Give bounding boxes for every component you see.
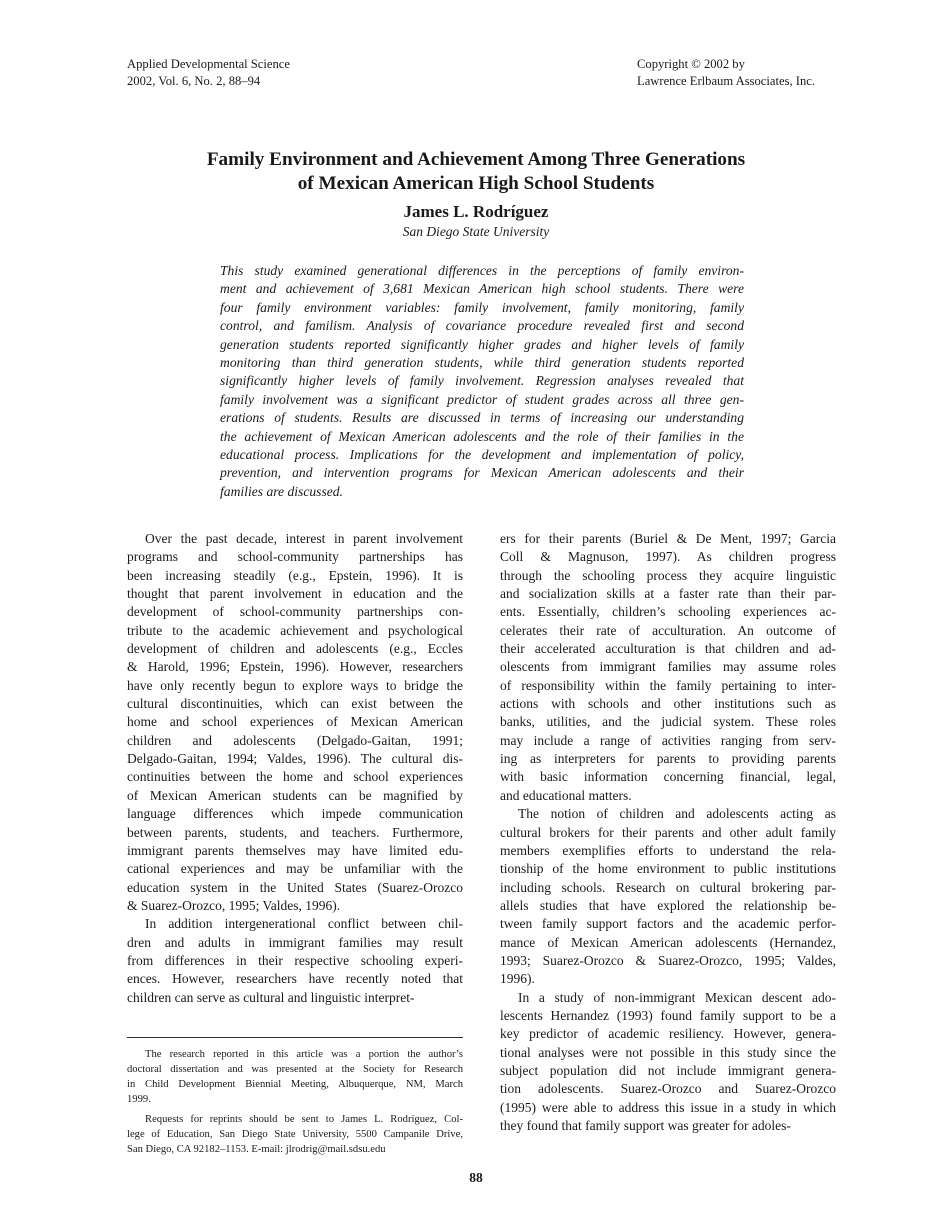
body-line: development of school-community partnerships con- — [127, 604, 463, 620]
body-line: have only recently begun to explore ways to bridge the — [127, 677, 463, 693]
body-column-left — [127, 530, 463, 1007]
body-line: home and school experiences of Mexican American — [127, 714, 463, 730]
title-line: of Mexican American High School Students — [297, 173, 655, 194]
abstract-line: educational process. Implications for the development and implementation of policy, — [220, 447, 744, 463]
body-line: dren and adults in immigrant families may result — [127, 934, 463, 950]
body-line: and educational matters. — [500, 787, 632, 803]
body-column-right — [500, 530, 836, 1135]
body-line: tional analyses were not possible in this study since the — [500, 1044, 836, 1060]
footnote-rule — [127, 1037, 463, 1038]
body-line: including schools. Research on cultural brokering par- — [500, 879, 836, 895]
body-line: may include a range of activities ranging from serv- — [500, 732, 836, 748]
body-line: members exemplifies efforts to understand the rela- — [500, 842, 836, 858]
body-line: children can serve as cultural and linguistic interpret- — [127, 989, 415, 1005]
body-line: & Harold, 1996; Epstein, 1996). However, researchers — [127, 659, 463, 675]
body-line: immigrant parents themselves may have limited edu- — [127, 842, 463, 858]
abstract-line: the achievement of Mexican American adolescents and the role of their families in the — [220, 428, 744, 444]
abstract-line: monitoring than third generation students, while third generation students reported — [220, 355, 744, 371]
abstract-line: ment and achievement of 3,681 Mexican American high school students. There were — [220, 281, 744, 297]
abstract — [220, 262, 744, 501]
body-line: Delgado-Gaitan, 1994; Valdes, 1996). The cultural dis- — [127, 751, 463, 767]
article-title — [0, 148, 952, 196]
body-line: Over the past decade, interest in parent involvement — [145, 531, 463, 546]
body-line: of Mexican American students can be magnified by — [127, 787, 463, 803]
body-line: subject population did not include immigrant genera- — [500, 1062, 836, 1078]
body-line: of responsibility within the family pertaining to inter- — [500, 677, 836, 693]
body-line: between parents, students, and teachers. Furthermore, — [127, 824, 463, 840]
body-line: lescents Hernandez (1993) found family support to be a — [500, 1007, 836, 1023]
body-line: cultural brokers for their parents and other adult family — [500, 824, 836, 840]
body-line: tribute to the academic achievement and psychological — [127, 622, 463, 638]
body-line: 1996). — [500, 971, 535, 987]
body-line: olescents from immigrant families may assume roles — [500, 659, 836, 675]
body-line: through the schooling process they acquire linguistic — [500, 567, 836, 583]
body-line: mance of Mexican American adolescents (Hernandez, — [500, 934, 836, 950]
body-line: allels studies that have explored the relationship be- — [500, 897, 836, 913]
body-line: tion adolescents. Suarez-Orozco and Suarez-Orozco — [500, 1081, 836, 1097]
abstract-line: families are discussed. — [220, 483, 343, 499]
body-line: ing as interpreters for parents to providing parents — [500, 751, 836, 767]
running-header-left — [127, 56, 290, 90]
author-affiliation: San Diego State University — [402, 224, 550, 239]
body-line: education system in the United States (Suarez-Orozco — [127, 879, 463, 895]
abstract-line: four family environment variables: family involvement, family monitoring, family — [220, 299, 744, 315]
body-line: The notion of children and adolescents acting as — [518, 806, 836, 822]
body-line: (1995) were able to address this issue in a study in which — [500, 1099, 836, 1115]
body-line: and socialization skills at a faster rate than their par- — [500, 586, 836, 602]
abstract-line: family involvement was a significant predictor of student grades across all three gen- — [220, 391, 744, 407]
body-line: & Suarez-Orozco, 1995; Valdes, 1996). — [127, 897, 341, 913]
footnotes — [127, 1047, 463, 1157]
abstract-line: generation students reported significantly higher grades and higher levels of family — [220, 336, 744, 352]
footnote-line: in Child Development Biennial Meeting, Albuquerque, NM, March — [127, 1079, 463, 1090]
abstract-line: erations of students. Results are discussed in terms of increasing our understanding — [220, 410, 744, 426]
copyright-line: Copyright © 2002 by — [637, 57, 745, 71]
abstract-line: This study examined generational differences in the perceptions of family environ- — [220, 263, 744, 278]
abstract-line: control, and familism. Analysis of covariance procedure revealed first and second — [220, 318, 744, 334]
body-line: they found that family support was greater for adoles- — [500, 1118, 791, 1133]
body-line: banks, utilities, and the judicial system. These roles — [500, 714, 836, 730]
footnote-line: doctoral dissertation and was presented at the Society for Research — [127, 1064, 463, 1075]
body-line: actions with schools and other institutions such as — [500, 696, 836, 712]
author-name: James L. Rodríguez — [403, 202, 549, 221]
body-line: thought that parent involvement in education and the — [127, 586, 463, 602]
body-line: development of children and adolescents (e.g., Eccles — [127, 641, 463, 657]
journal-volume: 2002, Vol. 6, No. 2, 88–94 — [127, 74, 261, 88]
publisher-name: Lawrence Erlbaum Associates, Inc. — [637, 74, 815, 88]
footnote-line: San Diego, CA 92182–1153. E-mail: jlrodrig@mail.sdsu.edu — [127, 1144, 386, 1155]
body-line: In addition intergenerational conflict between chil- — [145, 916, 463, 932]
body-line: tionship of the home environment to public institutions — [500, 861, 836, 877]
footnote-line: Requests for reprints should be sent to James L. Rodríguez, Col- — [145, 1114, 463, 1125]
footnote-line: lege of Education, San Diego State University, 5500 Campanile Drive, — [127, 1129, 463, 1140]
body-line: their accelerated acculturation is that children and ad- — [500, 641, 836, 657]
footnote-line: 1999. — [127, 1094, 151, 1105]
body-line: with basic information concerning financial, legal, — [500, 769, 836, 785]
title-block — [0, 148, 952, 240]
body-line: 1993; Suarez-Orozco & Suarez-Orozco, 1995; Valdes, — [500, 952, 836, 968]
body-line: celerates their rate of acculturation. An outcome of — [500, 622, 836, 638]
title-line: Family Environment and Achievement Among Three Generations — [206, 149, 746, 170]
body-line: language differences which impede communication — [127, 806, 463, 822]
body-line: key predictor of academic resiliency. However, genera- — [500, 1026, 836, 1042]
body-line: ents. Essentially, children’s schooling experiences ac- — [500, 604, 836, 620]
abstract-line: significantly higher levels of family involvement. Regression analyses revealed that — [220, 373, 744, 389]
body-line: cational experiences and may be unfamiliar with the — [127, 861, 463, 877]
body-line: continuities between the home and school experiences — [127, 769, 463, 785]
footnote-line: The research reported in this article was a portion the author’s — [145, 1049, 463, 1060]
body-line: from differences in their respective schooling experi- — [127, 952, 463, 968]
body-line: ers for their parents (Buriel & De Ment, 1997; Garcia — [500, 531, 836, 546]
body-line: tween family support factors and the academic perfor- — [500, 916, 836, 932]
body-line: programs and school-community partnerships has — [127, 549, 463, 565]
body-line: ences. However, researchers have recently noted that — [127, 971, 463, 987]
running-header-right — [637, 56, 815, 90]
page-number: 88 — [469, 1170, 483, 1185]
body-line: been increasing steadily (e.g., Epstein, 1996). It is — [127, 567, 463, 583]
abstract-line: prevention, and intervention programs for Mexican American adolescents and their — [220, 465, 744, 481]
body-line: children and adolescents (Delgado-Gaitan, 1991; — [127, 732, 463, 748]
body-line: cultural discontinuities, which can exist between the — [127, 696, 463, 712]
body-line: In a study of non-immigrant Mexican descent ado- — [518, 989, 836, 1005]
body-line: Coll & Magnuson, 1997). As children progress — [500, 549, 836, 565]
journal-name: Applied Developmental Science — [127, 57, 290, 71]
